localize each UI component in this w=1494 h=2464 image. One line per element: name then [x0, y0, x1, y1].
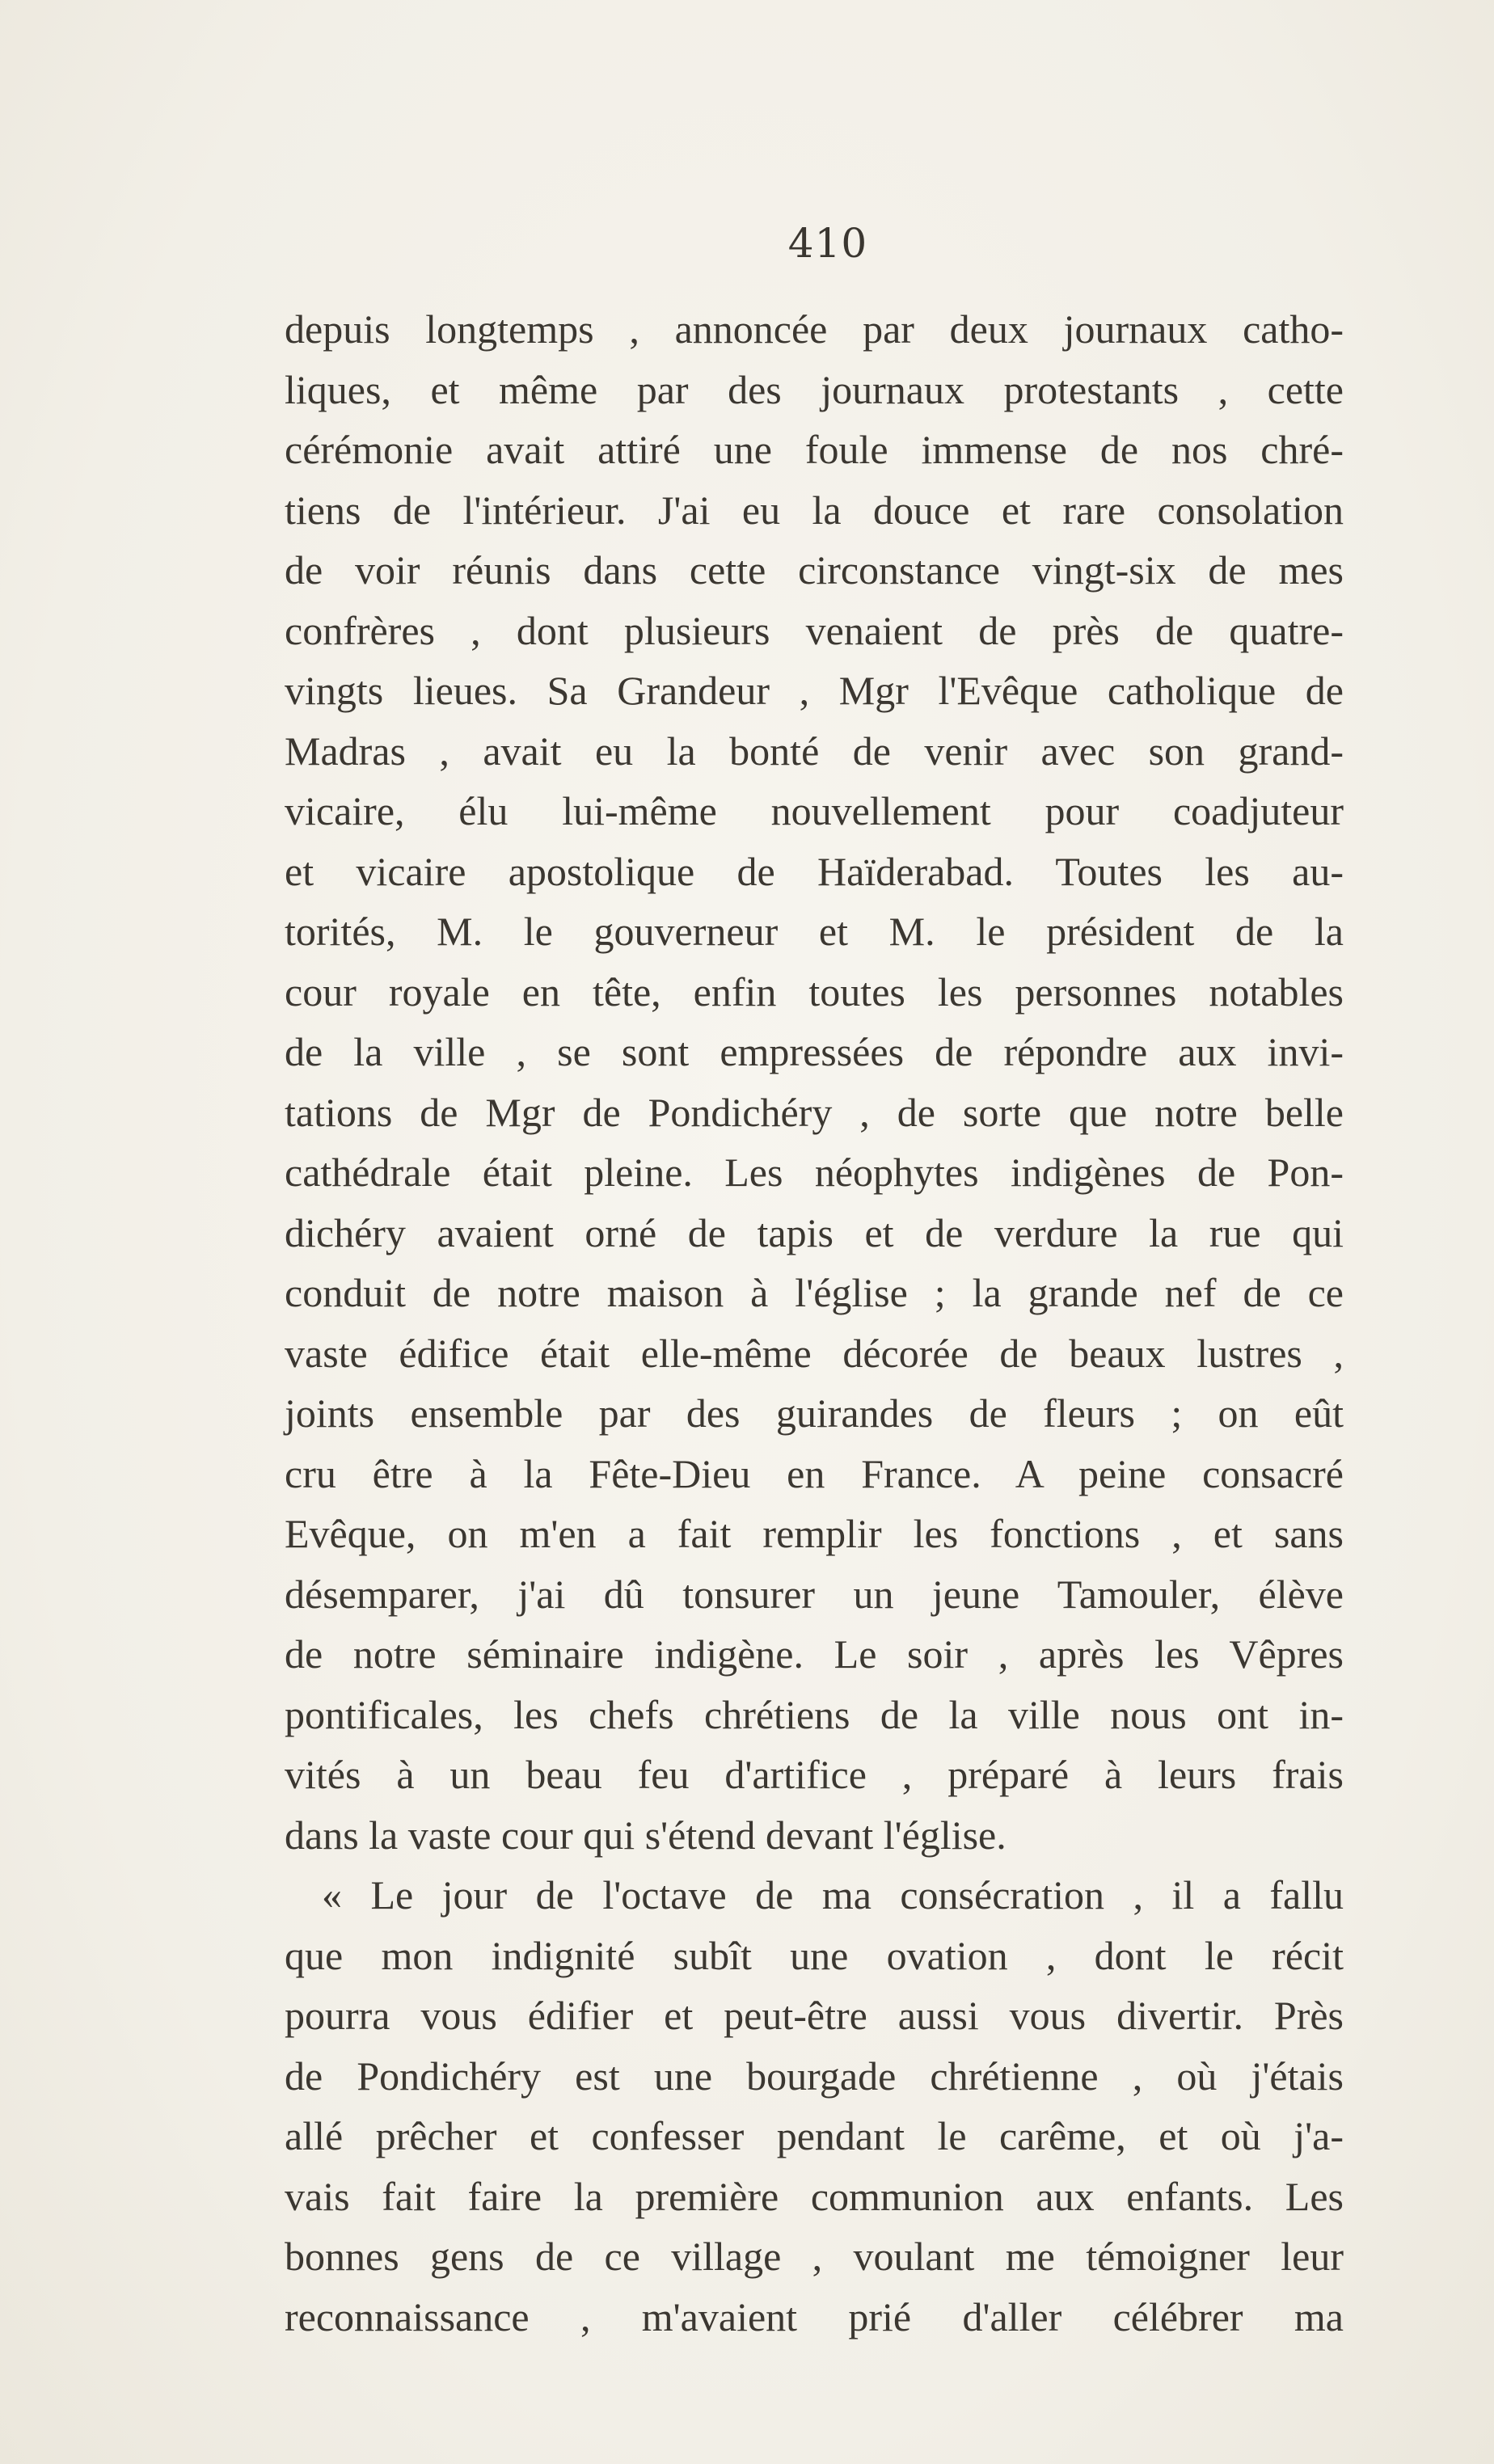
text-line: confrères , dont plusieurs venaient de près de quatre- [285, 607, 1344, 653]
text-line: joints ensemble par des guirandes de fleurs ; on eût [285, 1390, 1344, 1436]
text-line: vais fait faire la première communion aux enfants. Les [285, 2173, 1344, 2219]
text-line: cour royale en tête, enfin toutes les personnes notables [285, 968, 1344, 1015]
text-line: pourra vous édifier et peut-être aussi vous divertir. Près [285, 1993, 1344, 2038]
text-line: de Pondichéry est une bourgade chrétienne , où j'étais [285, 2053, 1344, 2099]
text-line: désemparer, j'ai dû tonsurer un jeune Tamouler, élève [285, 1571, 1344, 1617]
text-line: cru être à la Fête-Dieu en France. A peine consacré [285, 1450, 1344, 1496]
text-line: torités, M. le gouverneur et M. le président de la [285, 909, 1344, 954]
page-number: 410 [787, 220, 868, 267]
text-line: de voir réunis dans cette circonstance vingt-six de mes [285, 547, 1344, 593]
text-line: cathédrale était pleine. Les néophytes indigènes de Pon- [285, 1150, 1344, 1195]
paragraph-start-line: « Le jour de l'octave de ma consécration , il a fallu [322, 1872, 1344, 1918]
text-line: et vicaire apostolique de Haïderabad. Toutes les au- [285, 848, 1344, 894]
text-line: pontificales, les chefs chrétiens de la ville nous ont in- [285, 1691, 1344, 1737]
text-line: dichéry avaient orné de tapis et de verdure la rue qui [285, 1209, 1344, 1255]
text-line: Madras , avait eu la bonté de venir avec son grand- [285, 728, 1344, 774]
text-line: vicaire, élu lui-même nouvellement pour coadjuteur [285, 788, 1344, 833]
text-line: cérémonie avait attiré une foule immense de nos chré- [285, 427, 1344, 472]
body-text [285, 299, 1344, 2347]
text-line: bonnes gens de ce village , voulant me témoigner leur [285, 2234, 1344, 2279]
text-line: que mon indignité subît une ovation , dont le récit [285, 1932, 1344, 1978]
text-line: tations de Mgr de Pondichéry , de sorte que notre belle [285, 1089, 1344, 1135]
text-line: vaste édifice était elle-même décorée de beaux lustres , [285, 1330, 1344, 1376]
text-line: allé prêcher et confesser pendant le carême, et où j'a- [285, 2113, 1344, 2158]
text-line: de notre séminaire indigène. Le soir , après les Vêpres [285, 1631, 1344, 1677]
text-line: reconnaissance , m'avaient prié d'aller célébrer ma [285, 2293, 1344, 2340]
text-line: vingts lieues. Sa Grandeur , Mgr l'Evêque catholique de [285, 668, 1344, 713]
text-line: Evêque, on m'en a fait remplir les fonctions , et sans [285, 1511, 1344, 1556]
text-line: vités à un beau feu d'artifice , préparé à leurs frais [285, 1752, 1344, 1797]
text-line: depuis longtemps , annoncée par deux journaux catho- [285, 306, 1344, 352]
text-line: de la ville , se sont empressées de répondre aux invi- [285, 1029, 1344, 1074]
text-line: conduit de notre maison à l'église ; la grande nef de ce [285, 1270, 1344, 1315]
text-line: liques, et même par des journaux protestants , cette [285, 366, 1344, 412]
text-line: tiens de l'intérieur. J'ai eu la douce et rare consolation [285, 487, 1344, 533]
paragraph-end-line: dans la vaste cour qui s'étend devant l'église. [285, 1812, 1007, 1858]
